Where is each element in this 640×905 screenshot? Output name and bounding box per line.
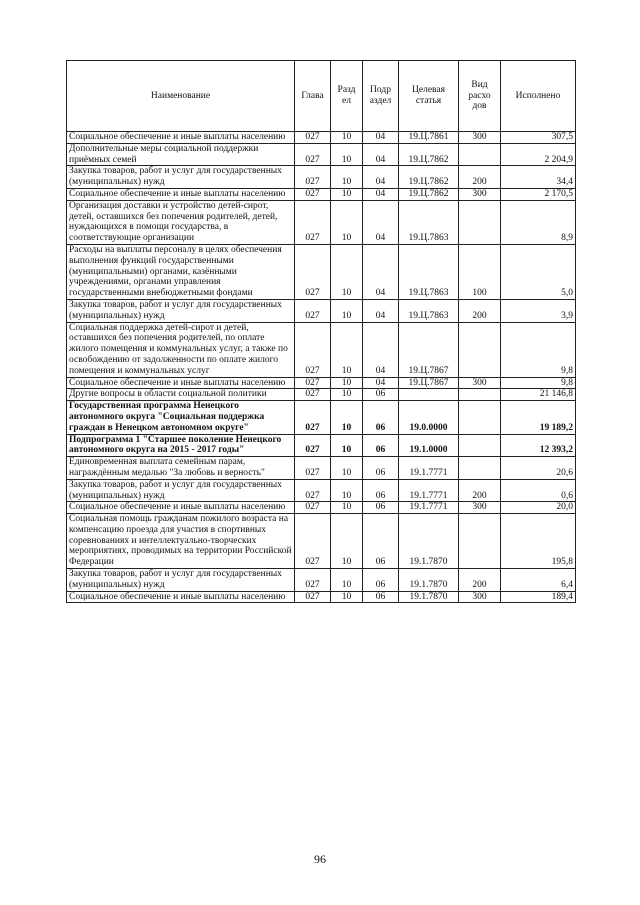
table-row — [67, 143, 576, 166]
cell-target: 19.Ц.7862 — [399, 166, 459, 189]
cell-podrazdel: 06 — [363, 502, 399, 514]
cell-razdel: 10 — [331, 143, 363, 166]
cell-name: Социальное обеспечение и иные выплаты населению — [67, 132, 295, 144]
cell-podrazdel: 04 — [363, 143, 399, 166]
cell-razdel: 10 — [331, 457, 363, 480]
cell-name: Социальная поддержка детей-сирот и детей, оставшихся без попечения родителей, по оплате жилого помещения и коммунальных услуг, а также по освобождению от задолженности по оплате жилого помещения и коммунальных услуг — [67, 322, 295, 377]
cell-target — [399, 389, 459, 401]
cell-razdel: 10 — [331, 389, 363, 401]
table-row — [67, 132, 576, 144]
cell-target: 19.1.7771 — [399, 457, 459, 480]
cell-target: 19.Ц.7863 — [399, 244, 459, 299]
cell-glava: 027 — [295, 132, 331, 144]
header-executed: Исполнено — [501, 61, 576, 132]
table-row — [67, 514, 576, 569]
table-row — [67, 569, 576, 592]
cell-razdel: 10 — [331, 322, 363, 377]
cell-podrazdel: 04 — [363, 377, 399, 389]
cell-vid — [459, 322, 501, 377]
cell-razdel: 10 — [331, 166, 363, 189]
cell-podrazdel: 06 — [363, 591, 399, 603]
cell-podrazdel: 04 — [363, 188, 399, 200]
table-row — [67, 591, 576, 603]
cell-glava: 027 — [295, 322, 331, 377]
cell-target: 19.1.7870 — [399, 569, 459, 592]
cell-glava: 027 — [295, 200, 331, 244]
cell-name: Социальное обеспечение и иные выплаты населению — [67, 591, 295, 603]
cell-target: 19.1.7870 — [399, 514, 459, 569]
cell-amount: 2 204,9 — [501, 143, 576, 166]
table-body — [67, 132, 576, 603]
cell-vid — [459, 389, 501, 401]
budget-table — [66, 60, 576, 603]
cell-amount: 21 146,8 — [501, 389, 576, 401]
cell-amount: 195,8 — [501, 514, 576, 569]
table-header-row — [67, 61, 576, 132]
cell-vid — [459, 514, 501, 569]
cell-vid: 200 — [459, 166, 501, 189]
cell-glava: 027 — [295, 457, 331, 480]
cell-razdel: 10 — [331, 479, 363, 502]
cell-podrazdel: 06 — [363, 479, 399, 502]
cell-razdel: 10 — [331, 200, 363, 244]
cell-amount: 19 189,2 — [501, 401, 576, 434]
cell-target: 19.Ц.7862 — [399, 143, 459, 166]
cell-glava: 027 — [295, 591, 331, 603]
cell-name: Единовременная выплата семейным парам, награждённым медалью "За любовь и верность" — [67, 457, 295, 480]
table-row — [67, 401, 576, 434]
cell-amount: 307,5 — [501, 132, 576, 144]
cell-target: 19.Ц.7867 — [399, 377, 459, 389]
cell-vid — [459, 457, 501, 480]
table-row — [67, 479, 576, 502]
cell-glava: 027 — [295, 479, 331, 502]
header-razdel: Разд ел — [331, 61, 363, 132]
cell-amount: 12 393,2 — [501, 434, 576, 457]
cell-glava: 027 — [295, 166, 331, 189]
header-vid: Вид расхо дов — [459, 61, 501, 132]
cell-target: 19.1.7870 — [399, 591, 459, 603]
table-row — [67, 299, 576, 322]
cell-amount: 8,9 — [501, 200, 576, 244]
table-row — [67, 502, 576, 514]
header-target: Целевая статья — [399, 61, 459, 132]
cell-podrazdel: 04 — [363, 299, 399, 322]
cell-podrazdel: 04 — [363, 166, 399, 189]
cell-razdel: 10 — [331, 514, 363, 569]
cell-razdel: 10 — [331, 401, 363, 434]
cell-vid — [459, 401, 501, 434]
cell-name: Социальная помощь гражданам пожилого возраста на компенсацию проезда для участия в спортивных соревнованиях и интеллектуально-творческих мероприятиях, проводимых на территории Российской Федерации — [67, 514, 295, 569]
cell-target: 19.Ц.7862 — [399, 188, 459, 200]
cell-glava: 027 — [295, 244, 331, 299]
cell-target: 19.1.7771 — [399, 479, 459, 502]
cell-target: 19.Ц.7861 — [399, 132, 459, 144]
cell-vid: 300 — [459, 132, 501, 144]
cell-vid: 200 — [459, 569, 501, 592]
cell-amount: 5,0 — [501, 244, 576, 299]
cell-razdel: 10 — [331, 569, 363, 592]
cell-vid — [459, 434, 501, 457]
cell-glava: 027 — [295, 389, 331, 401]
cell-razdel: 10 — [331, 377, 363, 389]
cell-vid: 300 — [459, 377, 501, 389]
cell-name: Социальное обеспечение и иные выплаты населению — [67, 188, 295, 200]
cell-podrazdel: 06 — [363, 401, 399, 434]
table-row — [67, 457, 576, 480]
cell-glava: 027 — [295, 434, 331, 457]
cell-target: 19.0.0000 — [399, 401, 459, 434]
cell-razdel: 10 — [331, 434, 363, 457]
table-row — [67, 166, 576, 189]
cell-glava: 027 — [295, 502, 331, 514]
cell-name: Расходы на выплаты персоналу в целях обеспечения выполнения функций государственными (муниципальными) органами, казёнными учреждениями, органами управления государственными внебюджетными фондами — [67, 244, 295, 299]
cell-podrazdel: 04 — [363, 244, 399, 299]
cell-podrazdel: 06 — [363, 389, 399, 401]
cell-amount: 34,4 — [501, 166, 576, 189]
cell-glava: 027 — [295, 377, 331, 389]
table-row — [67, 200, 576, 244]
cell-name: Закупка товаров, работ и услуг для государственных (муниципальных) нужд — [67, 166, 295, 189]
cell-name: Дополнительные меры социальной поддержки приёмных семей — [67, 143, 295, 166]
cell-podrazdel: 04 — [363, 200, 399, 244]
cell-glava: 027 — [295, 143, 331, 166]
table-row — [67, 188, 576, 200]
cell-glava: 027 — [295, 401, 331, 434]
cell-amount: 9,8 — [501, 322, 576, 377]
table-row — [67, 244, 576, 299]
cell-vid: 200 — [459, 299, 501, 322]
table-row — [67, 389, 576, 401]
cell-podrazdel: 04 — [363, 322, 399, 377]
cell-name: Другие вопросы в области социальной политики — [67, 389, 295, 401]
page-number: 96 — [314, 852, 326, 866]
cell-vid: 300 — [459, 591, 501, 603]
cell-vid — [459, 200, 501, 244]
cell-name: Социальное обеспечение и иные выплаты населению — [67, 377, 295, 389]
cell-podrazdel: 06 — [363, 434, 399, 457]
cell-target: 19.Ц.7867 — [399, 322, 459, 377]
cell-amount: 189,4 — [501, 591, 576, 603]
cell-glava: 027 — [295, 514, 331, 569]
cell-name: Государственная программа Ненецкого автономного округа "Социальная поддержка граждан в Ненецком автономном округе" — [67, 401, 295, 434]
cell-podrazdel: 06 — [363, 457, 399, 480]
cell-amount: 20,6 — [501, 457, 576, 480]
cell-name: Закупка товаров, работ и услуг для государственных (муниципальных) нужд — [67, 479, 295, 502]
cell-name: Социальное обеспечение и иные выплаты населению — [67, 502, 295, 514]
cell-vid: 300 — [459, 502, 501, 514]
cell-target: 19.1.0000 — [399, 434, 459, 457]
cell-glava: 027 — [295, 569, 331, 592]
header-name: Наименование — [67, 61, 295, 132]
cell-name: Организация доставки и устройство детей-сирот, детей, оставшихся без попечения родителей, детей, нуждающихся в помощи государства, в соответствующие организации — [67, 200, 295, 244]
cell-glava: 027 — [295, 299, 331, 322]
cell-target: 19.1.7771 — [399, 502, 459, 514]
cell-vid: 100 — [459, 244, 501, 299]
cell-razdel: 10 — [331, 132, 363, 144]
cell-amount: 6,4 — [501, 569, 576, 592]
cell-target: 19.Ц.7863 — [399, 200, 459, 244]
cell-podrazdel: 06 — [363, 514, 399, 569]
cell-glava: 027 — [295, 188, 331, 200]
cell-razdel: 10 — [331, 244, 363, 299]
cell-razdel: 10 — [331, 591, 363, 603]
table-row — [67, 377, 576, 389]
cell-amount: 0,6 — [501, 479, 576, 502]
cell-razdel: 10 — [331, 502, 363, 514]
cell-amount: 20,0 — [501, 502, 576, 514]
cell-podrazdel: 06 — [363, 569, 399, 592]
table-row — [67, 434, 576, 457]
cell-name: Закупка товаров, работ и услуг для государственных (муниципальных) нужд — [67, 299, 295, 322]
header-glava: Глава — [295, 61, 331, 132]
cell-name: Подпрограмма 1 "Старшее поколение Ненецкого автономного округа на 2015 - 2017 годы" — [67, 434, 295, 457]
cell-target: 19.Ц.7863 — [399, 299, 459, 322]
cell-vid: 200 — [459, 479, 501, 502]
table-row — [67, 322, 576, 377]
cell-razdel: 10 — [331, 188, 363, 200]
cell-name: Закупка товаров, работ и услуг для государственных (муниципальных) нужд — [67, 569, 295, 592]
cell-vid — [459, 143, 501, 166]
cell-amount: 2 170,5 — [501, 188, 576, 200]
cell-podrazdel: 04 — [363, 132, 399, 144]
cell-amount: 9,8 — [501, 377, 576, 389]
cell-razdel: 10 — [331, 299, 363, 322]
header-podrazdel: Подр аздел — [363, 61, 399, 132]
cell-amount: 3,9 — [501, 299, 576, 322]
cell-vid: 300 — [459, 188, 501, 200]
